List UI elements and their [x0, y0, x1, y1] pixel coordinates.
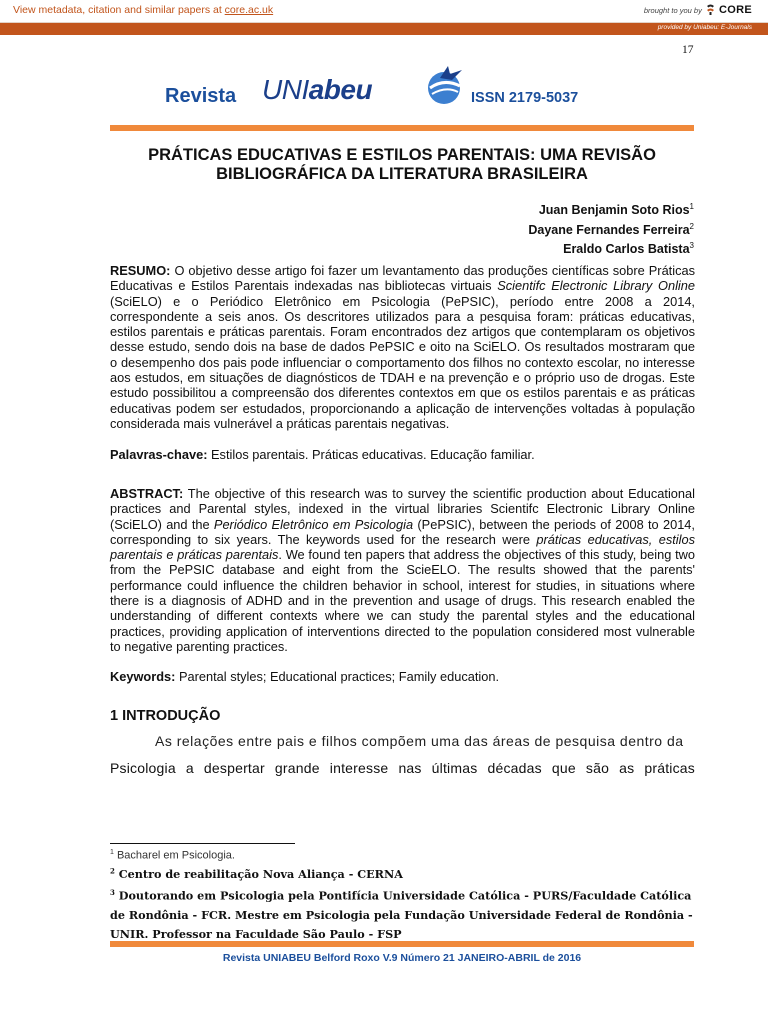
abstract-label: ABSTRACT: [110, 486, 184, 501]
keywords-paragraph [110, 669, 695, 684]
footer-divider [110, 941, 694, 947]
abstract-text-italic-1: Periódico Eletrônico em Psicologia [213, 516, 414, 532]
author-name: Eraldo Carlos Batista [563, 242, 690, 257]
journal-revista-label: Revista [165, 85, 237, 107]
footnote-1 [110, 849, 710, 862]
logo-uni-text: UNI [262, 74, 309, 105]
core-provided-bar [0, 23, 768, 35]
core-ac-uk-link[interactable]: core.ac.uk [224, 4, 274, 16]
keywords-label: Keywords: [110, 669, 176, 684]
abstract-paragraph [110, 486, 695, 654]
resumo-text-italic: Scientifc Electronic Library Online [497, 278, 695, 294]
author-2 [528, 219, 694, 239]
footnote-3 [110, 883, 700, 944]
author-list [528, 199, 694, 258]
article-title [110, 146, 694, 184]
palavras-chave-text: Estilos parentais. Práticas educativas. Educação familiar. [207, 447, 535, 462]
author-name: Dayane Fernandes Ferreira [528, 222, 690, 237]
intro-line-2: Psicologia a despertar grande interesse nas últimas décadas que são as práticas [110, 760, 695, 776]
author-footnote-mark[interactable]: 2 [689, 221, 694, 231]
uniabeu-globe-bird-icon [422, 64, 466, 106]
footnote-text: Doutorando em Psicologia pela Pontifícia Universidade Católica - PURS/Faculdade Católica de Rondônia - FCR. Mestre em Psicologia pela Fundação Universidade Federal de Rondônia - UNIR. Professor na Faculdade São Paulo - FSP [110, 888, 693, 941]
footnote-mark: 2 [110, 866, 115, 875]
palavras-chave-label: Palavras-chave: [110, 447, 208, 462]
abstract-text-1: The objective of this research was to survey the scientific production about Educational practices and Parental styles, indexed in the virtual libraries Scientifc Electronic Library Online (SciELO) and the [110, 486, 695, 532]
abstract-text-3: . We found ten papers that address the objectives of this study, being two from the PePSIC database and eight from the ScieELO. The results showed that the parents' performance could influence the children behavior in school, interest for studies, in situations where there is a diagnosis of ADHD and in the prevention and usage of drugs. This research enabled the understanding of different contexts where we can study the parental styles and the educational practices, providing application of interventions directed to the population considered most vulnerable to negative parenting practices. [110, 547, 695, 654]
resumo-paragraph [110, 263, 695, 431]
author-1 [528, 199, 694, 219]
issn-label: ISSN 2179-5037 [471, 90, 579, 106]
footnote-2 [110, 866, 710, 881]
page-number: 17 [682, 44, 694, 56]
title-line-1: PRÁTICAS EDUCATIVAS E ESTILOS PARENTAIS: UMA REVISÃO [148, 146, 656, 164]
footnote-mark: 1 [110, 849, 114, 856]
header-divider [110, 125, 694, 131]
core-link-prefix: View metadata, citation and similar papers at [13, 4, 222, 16]
author-name: Juan Benjamin Soto Rios [538, 203, 690, 218]
title-line-2: BIBLIOGRÁFICA DA LITERATURA BRASILEIRA [216, 165, 588, 183]
footnote-text: Centro de reabilitação Nova Aliança - CERNA [114, 866, 403, 881]
footnote-text: Bacharel em Psicologia. [113, 849, 235, 862]
intro-line-1: As relações entre pais e filhos compõem uma das áreas de pesquisa dentro da [155, 733, 684, 749]
core-banner [0, 0, 768, 23]
resumo-text-2: (SciELO) e o Periódico Eletrônico em Psicologia (PePSIC), período entre 2008 a 2014, correspondente a seis anos. Os descritores utilizados para a pesquisa foram: práticas educativas, estilos parentais e práticas parentais. Foram encontrados dez artigos que contemplaram os objetivos desse estudo, sendo dois na base de dados PePSIC e oito na SciELO. Os resultados mostraram que o desempenho dos pais pode influenciar o comportamento dos filhos no contexto escolar, no interesse aos estudos, em situações de diagnósticos de TDAH e na prevenção e o próprio uso de drogas. Este estudo possibilitou a compreensão dos diferentes contextos em que os estilos parentais e as práticas educativas podem ser estudados, proporcionando a aplicação de intervenções voltadas à população considerada mais vulnerável a práticas parentais negativas. [110, 293, 695, 431]
core-brand-name: CORE [719, 4, 752, 16]
author-footnote-mark[interactable]: 3 [689, 241, 694, 251]
keywords-text: Parental styles; Educational practices; Family education. [175, 669, 500, 684]
resumo-label: RESUMO: [110, 263, 171, 278]
author-footnote-mark[interactable]: 1 [689, 202, 694, 211]
footnote-divider [110, 843, 295, 844]
abstract-text-2: (PePSIC), between the periods of 2008 to 2014, corresponding to six years. The keywords used for the research were [110, 516, 695, 547]
core-logo-icon [706, 4, 715, 15]
footnote-mark: 3 [110, 888, 115, 897]
author-3 [528, 238, 694, 258]
logo-abeu-text: abeu [308, 74, 373, 105]
core-brand[interactable] [644, 4, 752, 16]
provided-by-text: provided by Uniabeu: E-Journals [657, 24, 752, 31]
journal-footer: Revista UNIABEU Belford Roxo V.9 Número 21 JANEIRO-ABRIL de 2016 [222, 952, 582, 964]
brought-to-you-text: brought to you by [643, 6, 702, 15]
resumo-text-1: O objetivo desse artigo foi fazer um levantamento das produções científicas sobre Práticas Educativas e Estilos Parentais indexadas nas bibliotecas virtuais [110, 263, 695, 294]
core-metadata-link[interactable] [13, 4, 273, 16]
abstract-text-italic-2: práticas educativas, estilos parentais e práticas parentais [110, 531, 695, 563]
palavras-chave-paragraph [110, 447, 695, 462]
uniabeu-logo [262, 74, 372, 106]
section-heading-introducao: 1 INTRODUÇÃO [110, 708, 221, 724]
